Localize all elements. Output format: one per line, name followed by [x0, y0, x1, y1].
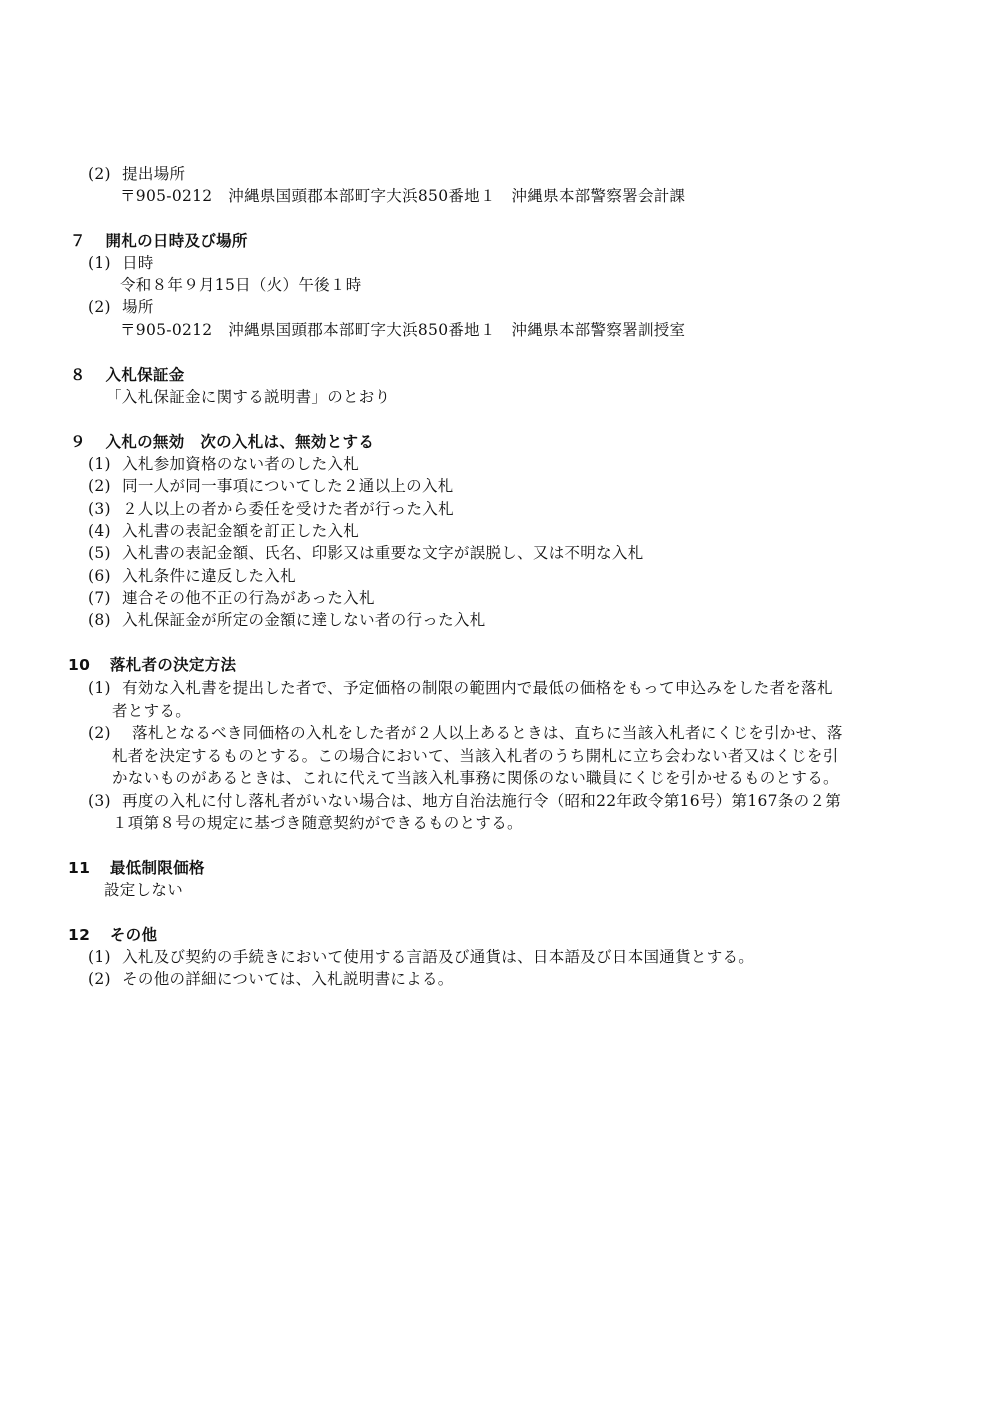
- item-label: (8): [88, 611, 111, 629]
- section-number: 12: [68, 926, 91, 944]
- item-text: 連合その他不正の行為があった入札: [122, 589, 375, 607]
- item-text: 有効な入札書を提出した者で、予定価格の制限の範囲内で最低の価格をもって申込みをした者を落札: [122, 679, 833, 697]
- sec9-heading: [70, 431, 374, 453]
- sec7-sub2-heading: [88, 296, 154, 318]
- item-label: (4): [88, 522, 111, 540]
- section-title: 落札者の決定方法: [109, 656, 237, 674]
- list-item: [88, 453, 359, 475]
- section-title: 開札の日時及び場所: [105, 232, 248, 250]
- list-item: [88, 475, 454, 497]
- sec8-text: 「入札保証金に関する説明書」のとおり: [106, 388, 391, 406]
- section-title: 最低制限価格: [109, 859, 205, 877]
- sec11-text: 設定しない: [104, 881, 184, 899]
- item-text: 同一人が同一事項についてした２通以上の入札: [122, 477, 454, 495]
- sec10-item3-line1: [88, 790, 841, 812]
- sec7-heading: [70, 230, 248, 252]
- list-item: [88, 565, 296, 587]
- sec6-sub2-address: 〒905-0212 沖縄県国頭郡本部町字大浜850番地１ 沖縄県本部警察署会計課: [120, 187, 686, 205]
- item-text: ２人以上の者から委任を受けた者が行った入札: [122, 500, 454, 518]
- item-text: 入札書の表記金額、氏名、印影又は重要な文字が誤脱し、又は不明な入札: [122, 544, 644, 562]
- item-label: (3): [88, 792, 111, 810]
- item-label: (6): [88, 567, 111, 585]
- section-title: 入札保証金: [105, 366, 185, 384]
- item-label: (1): [88, 254, 111, 272]
- sec10-item2-line1: [88, 722, 843, 744]
- item-text: 入札及び契約の手続きにおいて使用する言語及び通貨は、日本語及び日本国通貨とする。: [122, 948, 755, 966]
- sec7-sub2-address: 〒905-0212 沖縄県国頭郡本部町字大浜850番地１ 沖縄県本部警察署訓授室: [120, 321, 686, 339]
- item-label: (2): [88, 298, 111, 316]
- item-text: 入札条件に違反した入札: [122, 567, 296, 585]
- sec12-heading: [68, 924, 157, 946]
- section-number: ９: [70, 433, 86, 451]
- list-item: [88, 542, 644, 564]
- item-label: (1): [88, 948, 111, 966]
- section-number: ８: [70, 366, 86, 384]
- sec10-item2-line2: 札者を決定するものとする。この場合において、当該入札者のうち開札に立ち会わない者又はくじを引: [112, 747, 839, 765]
- sec8-heading: [70, 364, 185, 386]
- list-item: [88, 609, 486, 631]
- section-title: その他: [109, 926, 158, 944]
- item-text: 入札参加資格のない者のした入札: [122, 455, 360, 473]
- list-item: [88, 946, 754, 968]
- item-label: (2): [88, 477, 111, 495]
- section-title: 入札の無効 次の入札は、無効とする: [105, 433, 375, 451]
- item-title: 場所: [122, 298, 154, 316]
- sec10-heading: [68, 654, 236, 676]
- item-label: (1): [88, 455, 111, 473]
- list-item: [88, 587, 375, 609]
- section-number: 10: [68, 656, 91, 674]
- list-item: [88, 498, 454, 520]
- item-label: (7): [88, 589, 111, 607]
- sec10-item1-line2: 者とする。: [112, 702, 192, 720]
- item-text: その他の詳細については、入札説明書による。: [122, 970, 454, 988]
- sec11-heading: [68, 857, 205, 879]
- item-text: 入札書の表記金額を訂正した入札: [122, 522, 360, 540]
- item-text: 落札となるべき同価格の入札をした者が２人以上あるときは、直ちに当該入札者にくじを引かせ、落: [132, 724, 843, 742]
- item-label: (1): [88, 679, 111, 697]
- item-label: (5): [88, 544, 111, 562]
- item-label: (2): [88, 970, 111, 988]
- sec10-item3-line2: １項第８号の規定に基づき随意契約ができるものとする。: [112, 814, 523, 832]
- item-title: 日時: [122, 254, 154, 272]
- item-label: (3): [88, 500, 111, 518]
- sec7-sub1-datetime: 令和８年９月15日（火）午後１時: [120, 276, 362, 294]
- section-number: ７: [70, 232, 86, 250]
- sec10-item2-line3: かないものがあるときは、これに代えて当該入札事務に関係のない職員にくじを引かせるものとする。: [112, 769, 839, 787]
- section-number: 11: [68, 859, 91, 877]
- item-text: 入札保証金が所定の金額に達しない者の行った入札: [122, 611, 486, 629]
- sec10-item1-line1: [88, 677, 833, 699]
- list-item: [88, 520, 359, 542]
- item-label: (2): [88, 724, 111, 742]
- item-label: (2): [88, 165, 111, 183]
- sec6-sub2-heading: [88, 163, 185, 185]
- item-text: 再度の入札に付し落札者がいない場合は、地方自治法施行令（昭和22年政令第16号）第167条の２第: [122, 792, 842, 810]
- item-title: 提出場所: [122, 165, 186, 183]
- sec7-sub1-heading: [88, 252, 154, 274]
- list-item: [88, 968, 454, 990]
